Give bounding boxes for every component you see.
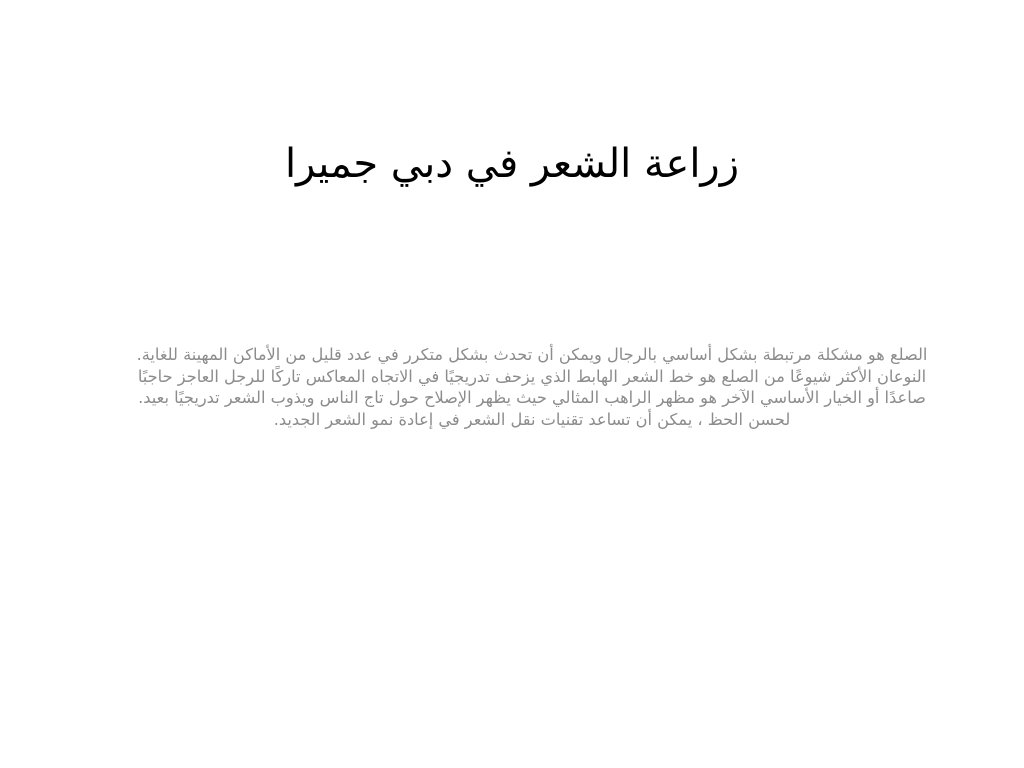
slide-body-text: الصلع هو مشكلة مرتبطة بشكل أساسي بالرجال ويمكن أن تحدث بشكل متكرر في عدد قليل من الأماكن المهينة للغاية. النوعان الأكثر شيوعًا من الصلع هو خط الشعر الهابط الذي يزحف تدريجيًا في الاتجاه المعاكس تاركًا للرجل العاجز حاجبًا صاعدًا أو الخيار الأساسي الآخر هو مظهر الراهب المثالي حيث يظهر الإصلاح حول تاج الناس ويذوب الشعر تدريجيًا بعيد. لحسن الحظ ، يمكن أن تساعد تقنيات نقل الشعر في إعادة نمو الشعر الجديد. [136,345,928,429]
slide-title: زراعة الشعر في دبي جميرا [284,141,740,187]
